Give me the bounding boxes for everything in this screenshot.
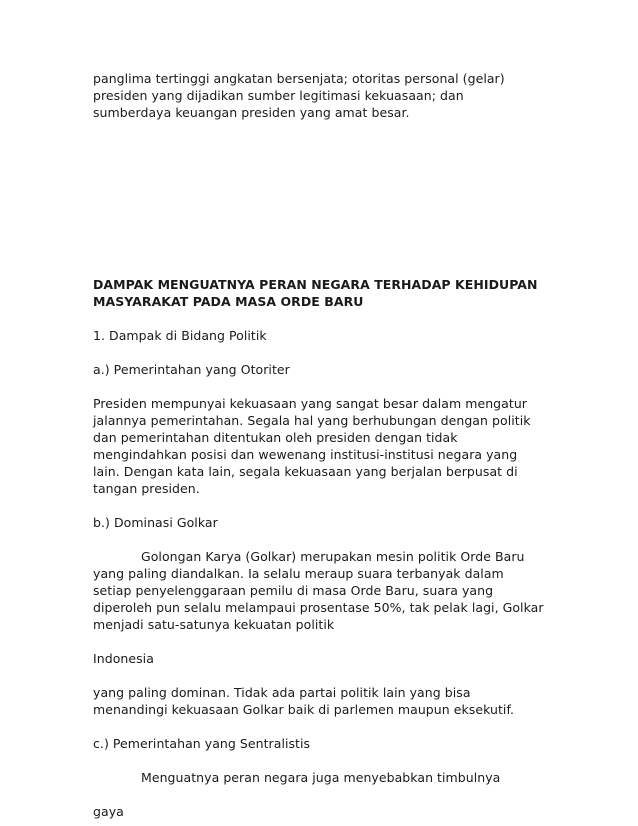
intro-line: sumberdaya keuangan presiden yang amat besar. <box>93 105 410 120</box>
paragraph-line: yang paling dominan. Tidak ada partai politik lain yang bisa <box>93 685 471 700</box>
subsection-title-a: a.) Pemerintahan yang Otoriter <box>93 362 290 377</box>
paragraph-line: dan pemerintahan ditentukan oleh presiden dengan tidak <box>93 430 458 445</box>
intro-line: presiden yang dijadikan sumber legitimasi kekuasaan; dan <box>93 88 464 103</box>
intro-paragraph <box>93 70 553 121</box>
paragraph-word: gaya <box>93 804 124 819</box>
paragraph-line: tangan presiden. <box>93 481 200 496</box>
spacer <box>93 667 553 684</box>
paragraph-line: jalannya pemerintahan. Segala hal yang berhubungan dengan politik <box>93 413 531 428</box>
paragraph-line: diperoleh pun selalu melampaui prosentase 50%, tak pelak lagi, Golkar <box>93 600 544 615</box>
spacer <box>93 786 553 803</box>
paragraph-line: Menguatnya peran negara juga menyebabkan timbulnya <box>141 770 501 785</box>
subsection-title-b: b.) Dominasi Golkar <box>93 515 218 530</box>
paragraph-b <box>93 548 553 633</box>
blank-space <box>93 121 553 276</box>
spacer <box>93 718 553 735</box>
heading-line: DAMPAK MENGUATNYA PERAN NEGARA TERHADAP KEHIDUPAN <box>93 277 538 292</box>
section-heading <box>93 276 553 310</box>
paragraph-line: menandingi kekuasaan Golkar baik di parlemen maupun eksekutif. <box>93 702 515 717</box>
section-title: 1. Dampak di Bidang Politik <box>93 328 267 343</box>
heading-line: MASYARAKAT PADA MASA ORDE BARU <box>93 294 364 309</box>
paragraph-line: lain. Dengan kata lain, segala kekuasaan yang berjalan berpusat di <box>93 464 518 479</box>
paragraph-b-continued <box>93 684 553 718</box>
spacer <box>93 633 553 650</box>
spacer <box>93 497 553 514</box>
spacer <box>93 378 553 395</box>
paragraph-line: yang paling diandalkan. Ia selalu meraup suara terbanyak dalam <box>93 566 504 581</box>
spacer <box>93 752 553 769</box>
paragraph-word: Indonesia <box>93 651 154 666</box>
document-body <box>93 70 553 820</box>
paragraph-a <box>93 395 553 497</box>
paragraph-line: Golongan Karya (Golkar) merupakan mesin politik Orde Baru <box>141 549 525 564</box>
spacer <box>93 531 553 548</box>
paragraph-line: setiap penyelenggaraan pemilu di masa Orde Baru, suara yang <box>93 583 494 598</box>
spacer <box>93 344 553 361</box>
paragraph-line: Presiden mempunyai kekuasaan yang sangat besar dalam mengatur <box>93 396 527 411</box>
intro-line: panglima tertinggi angkatan bersenjata; otoritas personal (gelar) <box>93 71 505 86</box>
subsection-title-c: c.) Pemerintahan yang Sentralistis <box>93 736 311 751</box>
paragraph-line: mengindahkan posisi dan wewenang institusi-institusi negara yang <box>93 447 518 462</box>
paragraph-line: menjadi satu-satunya kekuatan politik <box>93 617 335 632</box>
spacer <box>93 310 553 327</box>
